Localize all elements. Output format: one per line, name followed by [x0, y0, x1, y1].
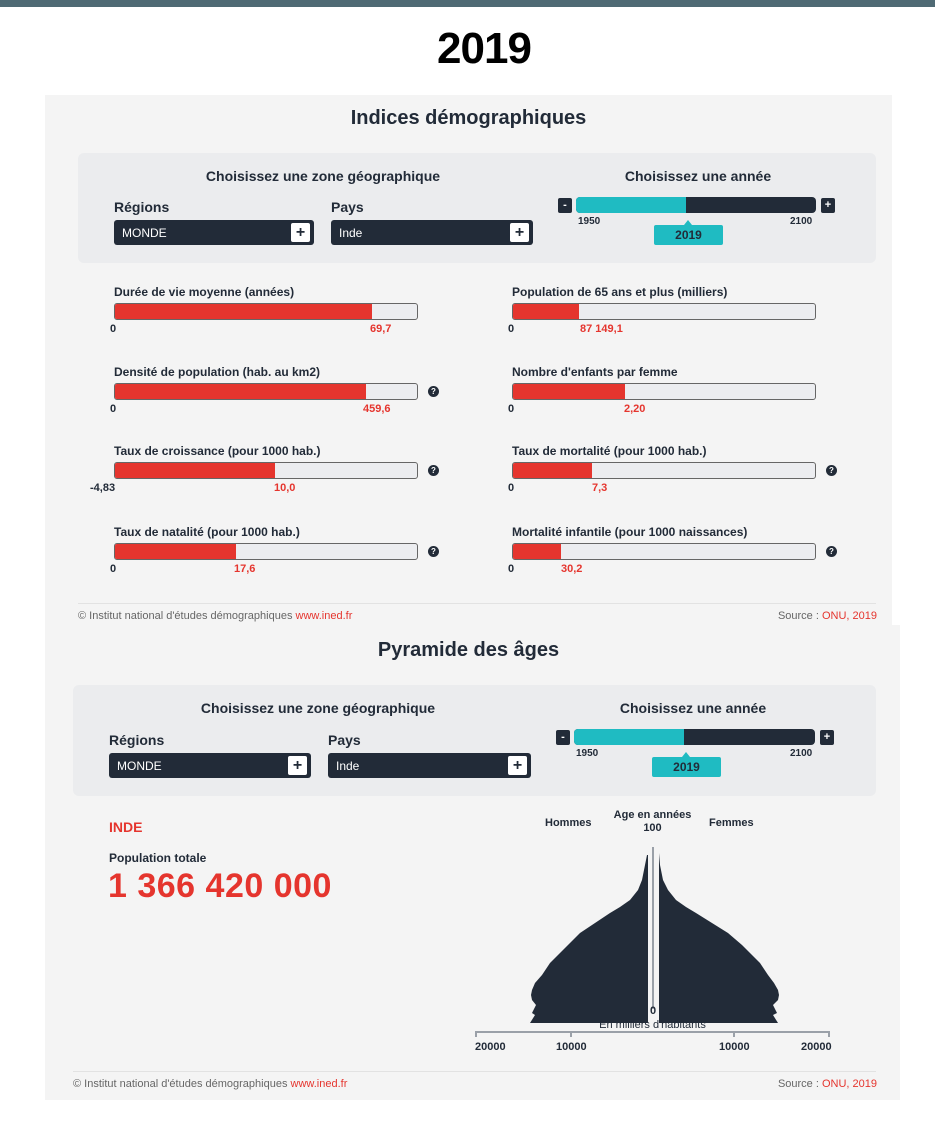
zone-heading: Choisissez une zone géographique	[205, 168, 441, 184]
indicator-bar	[512, 462, 816, 479]
regions-expand-plus-icon[interactable]: +	[288, 756, 307, 775]
year-slider-fill	[576, 197, 686, 213]
indices-title: Indices démographiques	[350, 107, 587, 129]
population-value: 1 366 420 000	[108, 867, 332, 905]
source-link[interactable]: ONU, 2019	[821, 1078, 877, 1090]
year-slider[interactable]	[576, 197, 816, 213]
year-heading: 2019	[437, 24, 531, 73]
regions-expand-plus-icon[interactable]: +	[291, 223, 310, 242]
pays-expand-plus-icon[interactable]: +	[510, 223, 529, 242]
pays-expand-plus-icon[interactable]: +	[508, 756, 527, 775]
indicator-density: Densité de population (hab. au km2) ? 0 459,6	[114, 365, 454, 425]
indicator-bar	[512, 383, 816, 400]
x-axis	[475, 1031, 830, 1033]
indicator-infant-mortality: Mortalité infantile (pour 1000 naissances) ? 0 30,2	[512, 525, 852, 585]
pyramid-controls: Choisissez une zone géographique Régions MONDE + Pays Inde + Choisissez une année - + 1950 2100 2019	[73, 685, 876, 796]
year-value-badge: 2019	[652, 757, 721, 777]
pyramid-title: Pyramide des âges	[377, 639, 560, 661]
indicator-birth-rate: Taux de natalité (pour 1000 hab.) ? 0 17,6	[114, 525, 454, 585]
pays-label: Pays	[328, 732, 361, 748]
ined-link[interactable]: www.ined.fr	[295, 610, 353, 622]
age-axis-label: Age en années	[613, 809, 692, 821]
indices-footer: © Institut national d'études démographiques www.ined.fr Source : ONU, 2019	[78, 603, 876, 604]
pays-label: Pays	[331, 199, 364, 215]
pays-select[interactable]: Inde +	[328, 753, 531, 778]
help-icon[interactable]: ?	[826, 546, 837, 557]
year-max: 2100	[790, 216, 813, 227]
top-bar	[0, 0, 935, 7]
year-min: 1950	[578, 216, 601, 227]
year-decrement-button[interactable]: -	[558, 198, 572, 213]
year-increment-button[interactable]: +	[820, 730, 834, 745]
indicator-bar	[114, 543, 418, 560]
pays-select[interactable]	[331, 220, 533, 245]
indicator-bar	[512, 303, 816, 320]
indicator-bar	[512, 543, 816, 560]
tick-left-20000: 20000	[475, 1041, 506, 1053]
regions-value: MONDE	[122, 226, 167, 240]
year-increment-button[interactable]: +	[821, 198, 835, 213]
country-name: INDE	[109, 819, 143, 835]
regions-label: Régions	[109, 732, 165, 748]
zone-heading: Choisissez une zone géographique	[200, 700, 436, 716]
men-label: Hommes	[545, 817, 592, 829]
tick-left-10000: 10000	[556, 1041, 587, 1053]
year-heading-label: Choisissez une année	[619, 700, 767, 716]
regions-label: Régions	[114, 199, 170, 215]
indicator-pop-65plus: Population de 65 ans et plus (milliers) 0 87 149,1	[512, 285, 852, 345]
indicator-bar	[114, 462, 418, 479]
age-bottom-label: 0	[649, 1005, 657, 1017]
tick-right-10000: 10000	[719, 1041, 750, 1053]
help-icon[interactable]: ?	[428, 465, 439, 476]
year-slider[interactable]	[574, 729, 815, 745]
indicator-growth-rate: Taux de croissance (pour 1000 hab.) ? -4,83 10,0	[114, 444, 454, 504]
indicator-life-expectancy: Durée de vie moyenne (années) 0 69,7	[114, 285, 454, 345]
regions-select[interactable]: MONDE +	[109, 753, 311, 778]
indicator-fertility: Nombre d'enfants par femme 0 2,20	[512, 365, 852, 425]
indicator-bar	[114, 303, 418, 320]
pyramid-footer: © Institut national d'études démographiques www.ined.fr Source : ONU, 2019	[73, 1071, 876, 1072]
pyramid-panel	[45, 625, 900, 1100]
women-label: Femmes	[709, 817, 754, 829]
indicator-bar	[114, 383, 418, 400]
ined-link[interactable]: www.ined.fr	[290, 1078, 348, 1090]
indices-panel	[45, 95, 892, 625]
tick-right-20000: 20000	[801, 1041, 832, 1053]
indicator-mortality-rate: Taux de mortalité (pour 1000 hab.) ? 0 7,3	[512, 444, 852, 504]
year-decrement-button[interactable]: -	[556, 730, 570, 745]
age-top-label: 100	[643, 822, 662, 834]
help-icon[interactable]: ?	[428, 386, 439, 397]
pays-value: Inde	[339, 226, 363, 240]
year-value-badge: 2019	[654, 225, 723, 245]
indices-controls	[78, 153, 876, 263]
x-axis-label: En milliers d'habitants	[599, 1019, 706, 1031]
source-link[interactable]: ONU, 2019	[821, 610, 877, 622]
year-heading-label: Choisissez une année	[624, 168, 772, 184]
population-label: Population totale	[109, 851, 207, 865]
help-icon[interactable]: ?	[428, 546, 439, 557]
regions-select[interactable]	[114, 220, 314, 245]
help-icon[interactable]: ?	[826, 465, 837, 476]
